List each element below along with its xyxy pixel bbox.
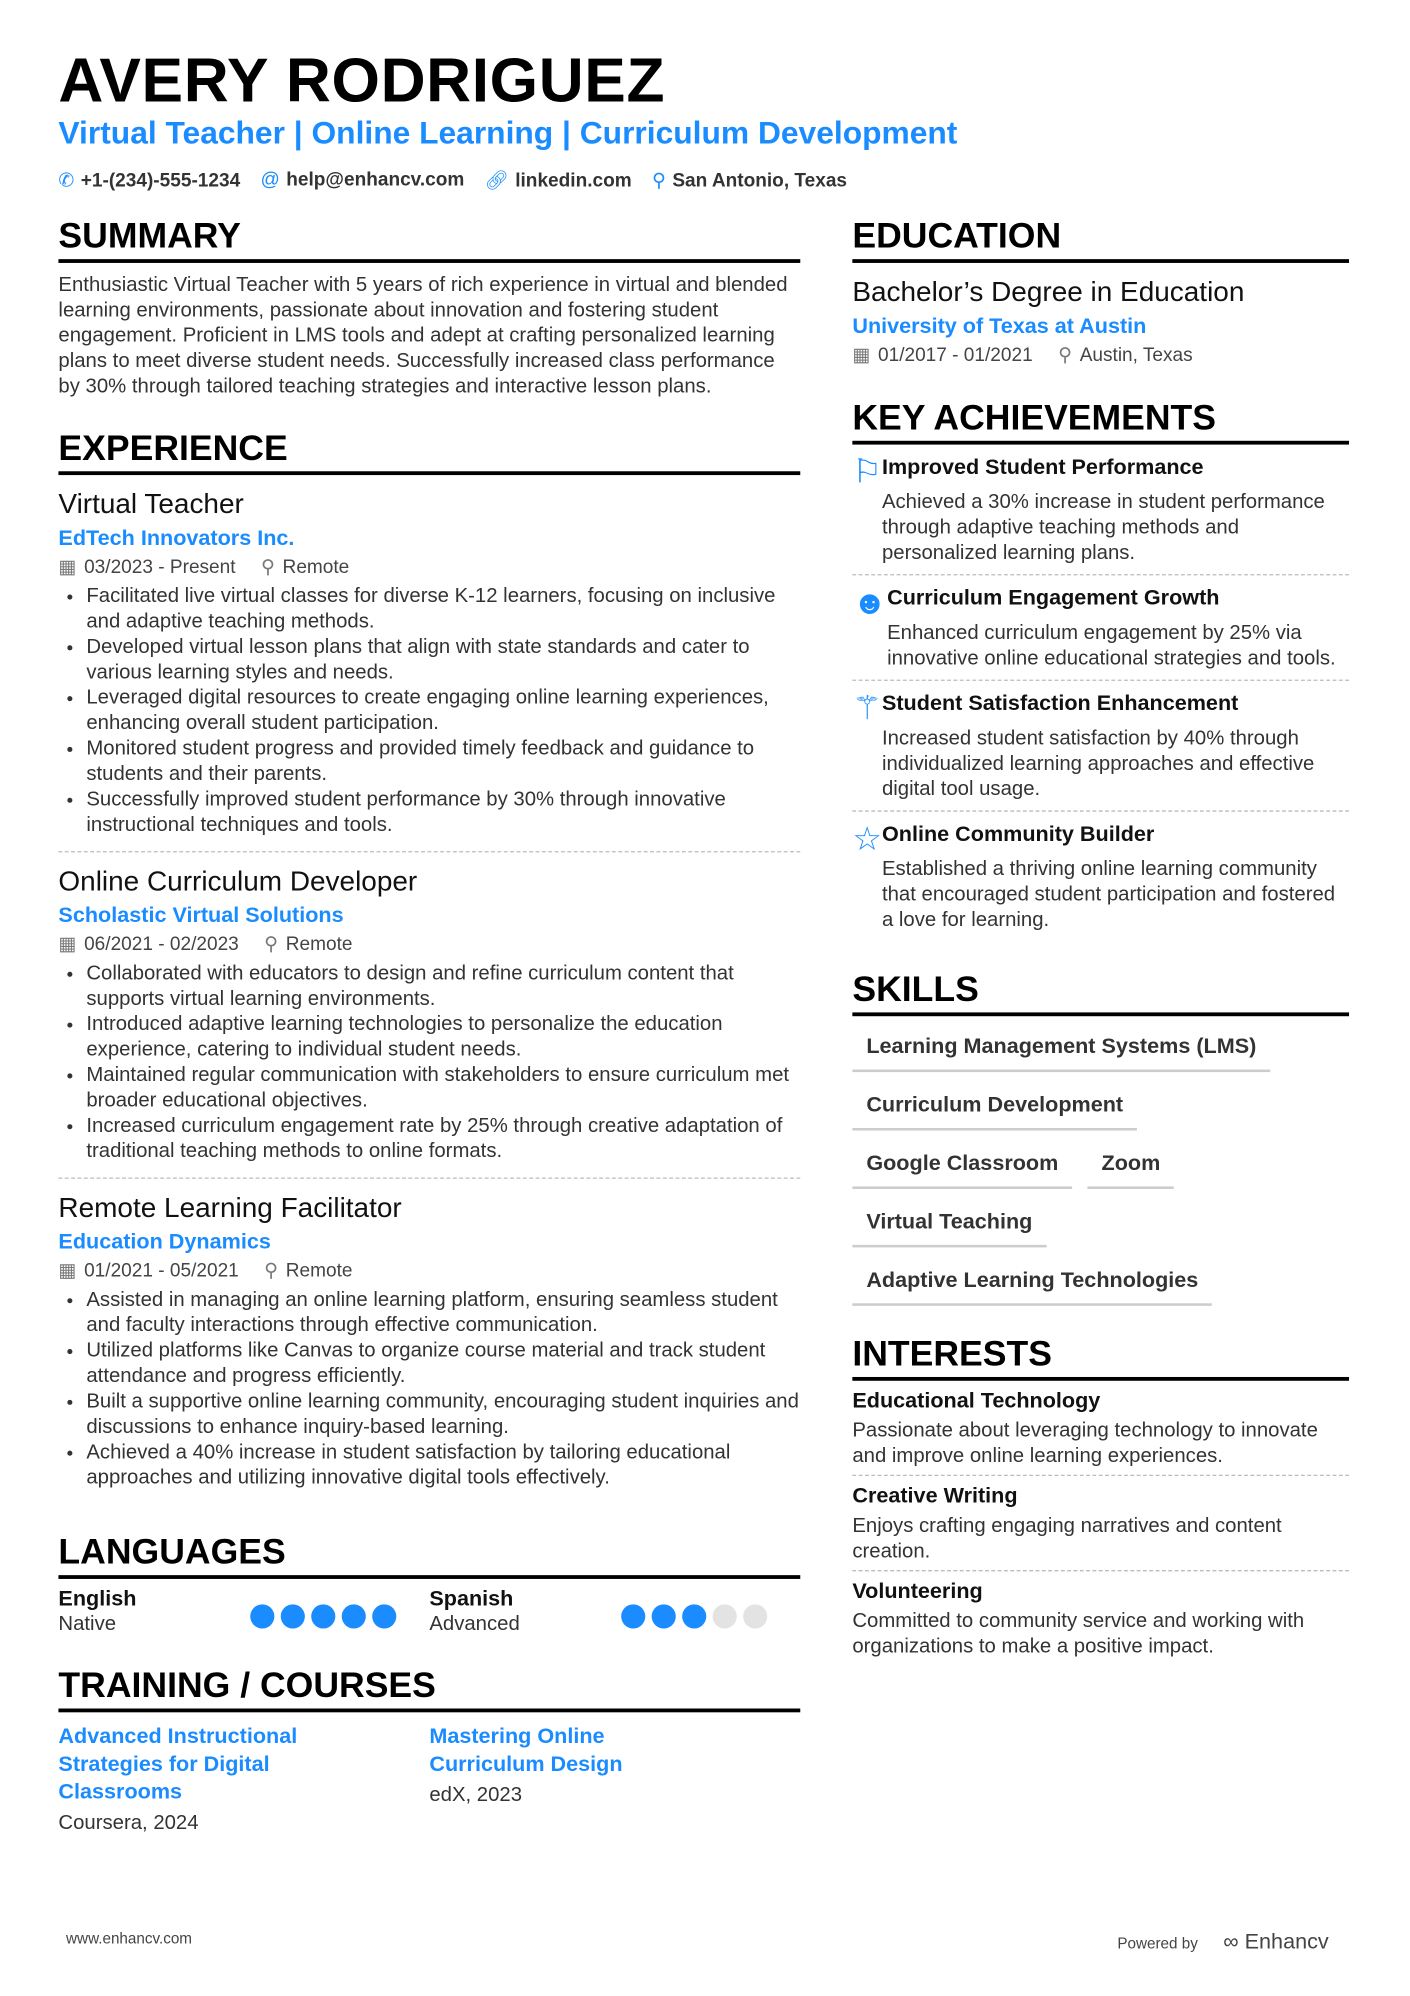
rating-dot (342, 1604, 366, 1628)
job-bullet: • Monitored student progress and provided timely feedback and guidance to students and their parents. (86, 737, 800, 788)
job-entry (58, 863, 800, 1179)
job-bullet: • Collaborated with educators to design and refine curriculum content that supports virtual learning environments. (86, 962, 800, 1013)
rating-dot (281, 1604, 305, 1628)
footer-url[interactable]: www.enhancv.com (66, 1929, 193, 1948)
candidate-title: Virtual Teacher | Online Learning | Curriculum Development (58, 115, 958, 152)
job-bullet: • Leveraged digital resources to create engaging online learning experiences, enhancing overall student participation. (86, 686, 800, 737)
edu-location: Austin, Texas (1079, 344, 1193, 366)
left-column (58, 216, 800, 1865)
education-section (852, 216, 1349, 370)
interest-title: Creative Writing (852, 1483, 1018, 1508)
section-heading: EXPERIENCE (58, 428, 800, 475)
job-dates: 06/2021 - 02/2023 (84, 933, 239, 956)
interest-item (852, 1476, 1349, 1571)
edu-dates: 01/2017 - 01/2021 (877, 344, 1033, 366)
language-level: Advanced (429, 1613, 520, 1635)
location-pin-icon: ⚲ (1058, 344, 1073, 366)
course-title: Advanced Instructional Strategies for Digital Classrooms (58, 1723, 298, 1804)
location-pin-icon: ⚲ (652, 170, 666, 192)
job-bullet: • Increased curriculum engagement rate by 25% through creative adaptation of traditional teaching methods to online formats. (86, 1114, 800, 1165)
company: Education Dynamics (58, 1229, 271, 1254)
rating-dot (311, 1604, 335, 1628)
achievement-text: Established a thriving online learning community that encouraged student participation and fostered a love for learning. (881, 858, 1336, 932)
language-rating (621, 1604, 767, 1637)
achievement-title: Online Community Builder (881, 821, 1155, 846)
location: San Antonio, Texas (672, 170, 848, 192)
job-bullet: • Achieved a 40% increase in student satisfaction by tailoring educational approaches and utilizing innovative digital tools effectively. (86, 1440, 800, 1491)
job-location: Remote (285, 933, 353, 956)
achievement-title: Student Satisfaction Enhancement (881, 691, 1239, 716)
at-icon: @ (260, 168, 280, 191)
rating-dot (682, 1604, 706, 1628)
language-rating (250, 1604, 396, 1637)
interest-title: Educational Technology (852, 1388, 1101, 1413)
job-title: Online Curriculum Developer (58, 865, 418, 897)
job-bullet: • Successfully improved student performance by 30% through innovative instructional techniques and tools. (86, 788, 800, 839)
company: EdTech Innovators Inc. (58, 525, 295, 551)
job-bullet: • Developed virtual lesson plans that align with state standards and cater to various learning styles and needs. (86, 635, 800, 686)
job-bullet: • Assisted in managing an online learning platform, ensuring seamless student and faculty interactions through effective communication. (86, 1288, 800, 1339)
achievements-section (852, 398, 1349, 942)
flag-icon: ⚐ (852, 452, 882, 491)
course-title: Mastering Online Curriculum Design (429, 1723, 623, 1776)
job-bullet: • Utilized platforms like Canvas to organize course material and track student attendance and progress efficiently. (86, 1339, 800, 1390)
section-heading: LANGUAGES (58, 1532, 800, 1579)
brain-head-icon: ☻ (852, 583, 888, 622)
calendar-icon: ▦ (852, 344, 871, 366)
job-title: Remote Learning Facilitator (58, 1191, 402, 1224)
languages-section (58, 1532, 800, 1637)
footer (66, 1930, 1329, 1955)
section-heading: INTERESTS (852, 1334, 1349, 1381)
language-item (58, 1587, 429, 1638)
job-entry (58, 485, 800, 852)
contact-bar (58, 169, 847, 192)
interest-item (852, 1571, 1349, 1665)
job-title: Virtual Teacher (58, 487, 244, 520)
interest-text: Enjoys crafting engaging narratives and content creation. (852, 1515, 1282, 1563)
language-name: Spanish (429, 1586, 514, 1611)
skill-tag: Learning Management Systems (LMS) (852, 1029, 1270, 1072)
rating-dot (652, 1604, 676, 1628)
achievement-item (852, 812, 1349, 942)
language-level: Native (58, 1613, 117, 1635)
skill-tag: Zoom (1088, 1146, 1175, 1189)
calendar-icon: ▦ (58, 1260, 77, 1282)
skill-tag: Curriculum Development (852, 1087, 1137, 1130)
phone-icon: ✆ (58, 170, 75, 192)
rating-dot (250, 1604, 274, 1628)
achievement-item (852, 681, 1349, 812)
degree: Bachelor’s Degree in Education (852, 275, 1245, 308)
location-pin-icon: ⚲ (264, 1260, 279, 1282)
job-entry (58, 1189, 800, 1504)
location-pin-icon: ⚲ (264, 933, 279, 956)
school: University of Texas at Austin (852, 313, 1147, 338)
section-heading: KEY ACHIEVEMENTS (852, 398, 1349, 445)
job-location: Remote (285, 1260, 353, 1282)
section-heading: TRAINING / COURSES (58, 1665, 800, 1712)
location-pin-icon: ⚲ (260, 556, 275, 578)
rating-dot (372, 1604, 396, 1628)
skill-tag: Google Classroom (852, 1146, 1072, 1189)
job-bullet: • Maintained regular communication with stakeholders to ensure curriculum met broader educational objectives. (86, 1063, 800, 1114)
interest-item (852, 1381, 1349, 1476)
achievement-text: Achieved a 30% increase in student performance through adaptive teaching methods and personalized learning plans. (881, 491, 1325, 564)
course-provider: edX, 2023 (429, 1784, 523, 1807)
experience-section (58, 428, 800, 1504)
enhancv-logo: ∞ Enhancv (1223, 1929, 1329, 1954)
job-bullet: • Facilitated live virtual classes for diverse K-12 learners, focusing on inclusive and adaptive teaching methods. (86, 584, 800, 635)
achievement-text: Increased student satisfaction by 40% through individualized learning approaches and effective digital tool usage. (881, 727, 1315, 801)
section-heading: EDUCATION (852, 216, 1349, 263)
interests-section (852, 1334, 1349, 1666)
section-heading: SKILLS (852, 969, 1349, 1016)
rating-dot (713, 1604, 737, 1628)
email[interactable]: help@enhancv.com (286, 168, 465, 191)
achievement-item (852, 575, 1349, 680)
course-item (58, 1722, 429, 1836)
magic-wand-icon: ⚚ (852, 688, 882, 727)
summary-text: Enthusiastic Virtual Teacher with 5 years of rich experience in virtual and blended learning environments, passionate about innovation and fostering student engagement. Proficient in LMS tools and adept at crafting personalized learning plans to meet diverse student needs. Successfully increased class performance by 30% through tailored teaching strategies and interactive lesson plans. (58, 274, 788, 398)
phone: +1-(234)-555-1234 (80, 170, 241, 192)
course-provider: Coursera, 2024 (58, 1812, 199, 1835)
training-section (58, 1665, 800, 1836)
skill-tag: Adaptive Learning Technologies (852, 1263, 1212, 1306)
rating-dot (621, 1604, 645, 1628)
rating-dot (743, 1604, 767, 1628)
language-item (429, 1587, 800, 1638)
job-bullet: • Introduced adaptive learning technologies to personalize the education experience, catering to individual student needs. (86, 1012, 800, 1063)
powered-by: Powered by (1117, 1934, 1198, 1953)
job-bullet: • Built a supportive online learning community, encouraging student inquiries and discussions to enhance inquiry-based learning. (86, 1390, 800, 1441)
course-item (429, 1722, 800, 1836)
star-icon: ☆ (852, 819, 882, 858)
achievement-title: Improved Student Performance (881, 454, 1204, 479)
interest-text: Passionate about leveraging technology to innovate and improve online learning experiences. (852, 1420, 1318, 1468)
calendar-icon: ▦ (58, 933, 77, 956)
interest-text: Committed to community service and working with organizations to make a positive impact. (852, 1610, 1305, 1658)
calendar-icon: ▦ (58, 556, 77, 578)
language-name: English (58, 1586, 137, 1611)
company: Scholastic Virtual Solutions (58, 903, 344, 928)
interest-title: Volunteering (852, 1578, 983, 1604)
job-dates: 01/2021 - 05/2021 (84, 1260, 239, 1282)
section-heading: SUMMARY (58, 216, 800, 263)
skill-tag: Virtual Teaching (852, 1204, 1046, 1247)
achievement-item (852, 445, 1349, 576)
right-column (852, 216, 1349, 1693)
achievement-title: Curriculum Engagement Growth (887, 585, 1220, 610)
skills-section (852, 969, 1349, 1306)
linkedin-link[interactable]: linkedin.com (515, 170, 632, 192)
achievement-text: Enhanced curriculum engagement by 25% via innovative online educational strategies and tools. (887, 622, 1336, 670)
candidate-name: AVERY RODRIGUEZ (58, 46, 666, 116)
job-location: Remote (282, 556, 350, 578)
link-icon: 🔗︎ (484, 170, 509, 192)
summary-section (58, 216, 800, 400)
job-dates: 03/2023 - Present (84, 556, 236, 578)
